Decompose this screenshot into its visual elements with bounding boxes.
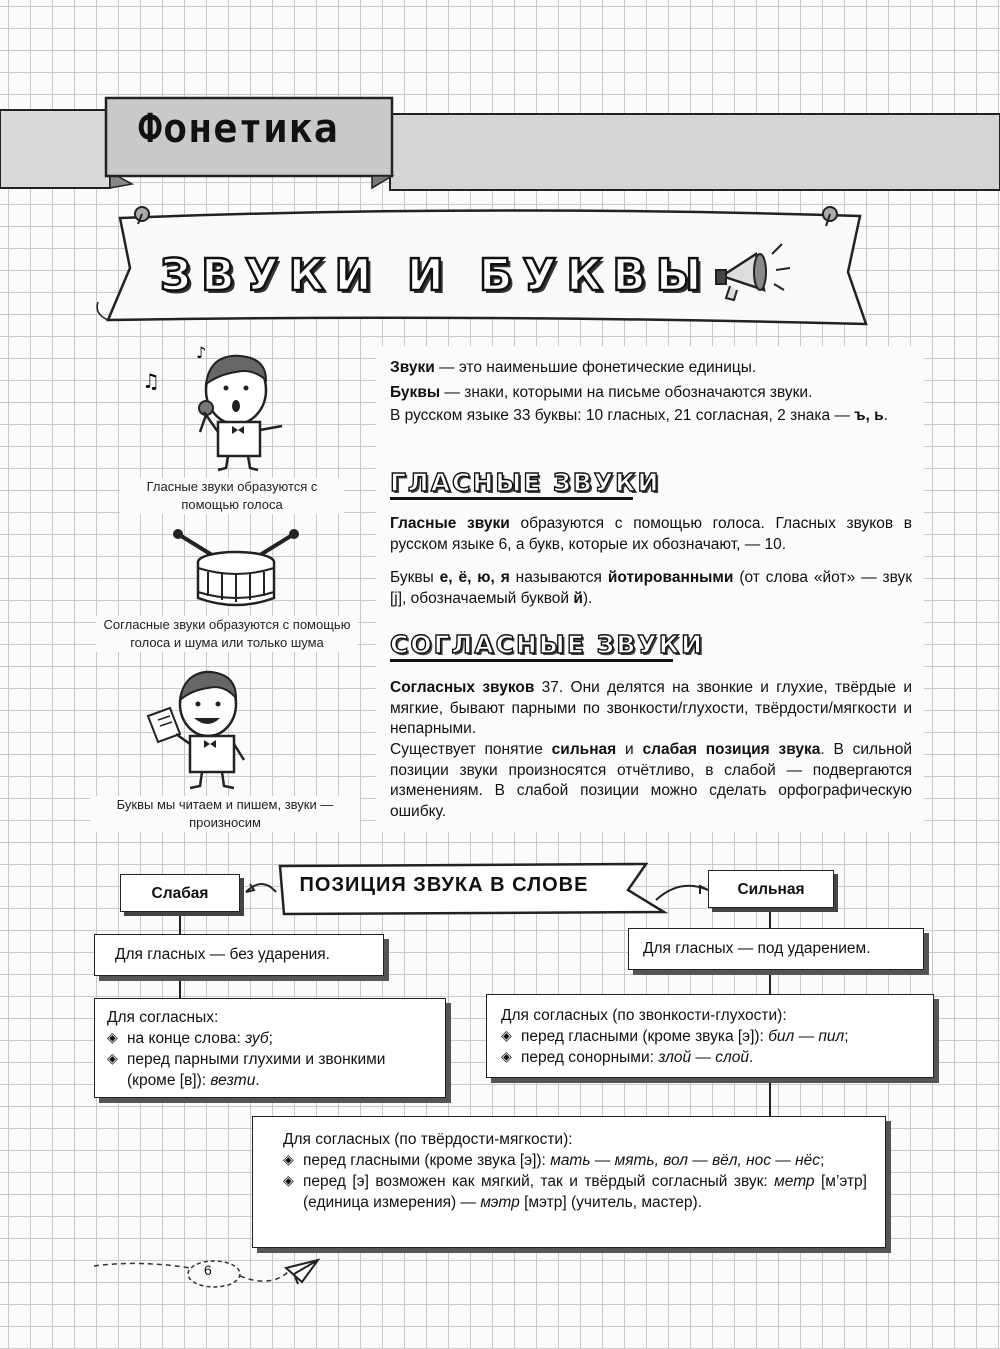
strong-vowels-box: Для гласных — под ударением.	[628, 928, 924, 970]
term-sounds: Звуки	[390, 359, 435, 376]
music-note-icon: ♫	[142, 369, 160, 393]
vowels-paragraph-2: Буквы е, ё, ю, я называются йотированными (от слова «йот» — звук [j], обозначаемый буквой й).	[390, 569, 912, 607]
page-number: 6	[204, 1262, 212, 1278]
weak-vowels-box: Для гласных — без ударения.	[94, 934, 384, 976]
weak-label: Слабая	[120, 874, 240, 912]
vowels-heading: ГЛАСНЫЕ ЗВУКИ	[390, 468, 661, 497]
hardness-softness-box: Для согласных (по твёрдости-мягкости): ◈ перед гласными (кроме звука [э]): мать — мять, вол — вёл, нос — нёс; ◈ перед [э] возможен как мягкий, так и твёрдый согласный звук: метр [м’этр] (единица измерения) — мэтр [мэтр] (учитель, мастер).	[252, 1116, 886, 1248]
vowels-paragraph-1: Гласные звуки образуются с помощью голоса. Гласных звуков в русском языке 6, а букв, которые их обозначают, — 10.	[390, 515, 913, 553]
term-letters: Буквы	[390, 384, 441, 401]
caption-reader: Буквы мы читаем и пишем, звуки — произносим	[90, 796, 360, 832]
section-title: Фонетика	[138, 106, 339, 152]
paper-plane-icon	[286, 1260, 318, 1284]
list-item: ◈ на конце слова: зуб;	[107, 1028, 433, 1049]
consonants-paragraph-2: Существует понятие сильная и слабая позиция звука. В сильной позиции звуки произносятся отчётливо, в слабой — подвергаются изменениям. В слабой позиции можно сделать орфографическую ошибку.	[390, 741, 913, 820]
intro-paragraph-1: Звуки — это наименьшие фонетические единицы.	[390, 359, 757, 376]
strong-label: Сильная	[708, 870, 834, 908]
diagram-title: ПОЗИЦИЯ ЗВУКА В СЛОВЕ	[299, 874, 589, 896]
caption-singer: Гласные звуки образуются с помощью голоса	[120, 478, 344, 514]
topic-title: ЗВУКИ И БУКВЫ	[160, 250, 712, 301]
list-item: ◈ перед сонорными: злой — слой.	[501, 1047, 919, 1068]
strong-consonants-box: Для согласных (по звонкости-глухости): ◈ перед гласными (кроме звука [э]): бил — пил; ◈ перед сонорными: злой — слой.	[486, 994, 934, 1078]
consonants-heading: СОГЛАСНЫЕ ЗВУКИ	[390, 630, 705, 659]
list-item: ◈ перед гласными (кроме звука [э]): бил — пил;	[501, 1026, 919, 1047]
consonants-paragraph-1: Согласных звуков 37. Они делятся на звонкие и глухие, твёрдые и мягкие, бывают парными по звонкости/глухости, твёрдости/мягкости и непарными.	[390, 679, 912, 737]
list-item: ◈ перед [э] возможен как мягкий, так и твёрдый согласный звук: метр [м’этр] (единица измерения) — мэтр [мэтр] (учитель, мастер).	[283, 1171, 867, 1213]
intro-paragraph-2: Буквы — знаки, которыми на письме обозначаются звуки.	[390, 384, 813, 401]
weak-consonants-box: Для согласных: ◈ на конце слова: зуб; ◈ перед парными глухими и звонкими (кроме [в]): везти.	[94, 998, 446, 1098]
intro-paragraph-3: В русском языке 33 буквы: 10 гласных, 21 согласная, 2 знака — ъ, ь.	[390, 407, 889, 424]
caption-drum: Согласные звуки образуются с помощью голоса и шума или только шума	[96, 616, 358, 652]
list-item: ◈ перед парными глухими и звонкими (кроме [в]): везти.	[107, 1049, 433, 1091]
list-item: ◈ перед гласными (кроме звука [э]): мать — мять, вол — вёл, нос — нёс;	[283, 1150, 867, 1171]
svg-text:♪: ♪	[196, 343, 207, 362]
